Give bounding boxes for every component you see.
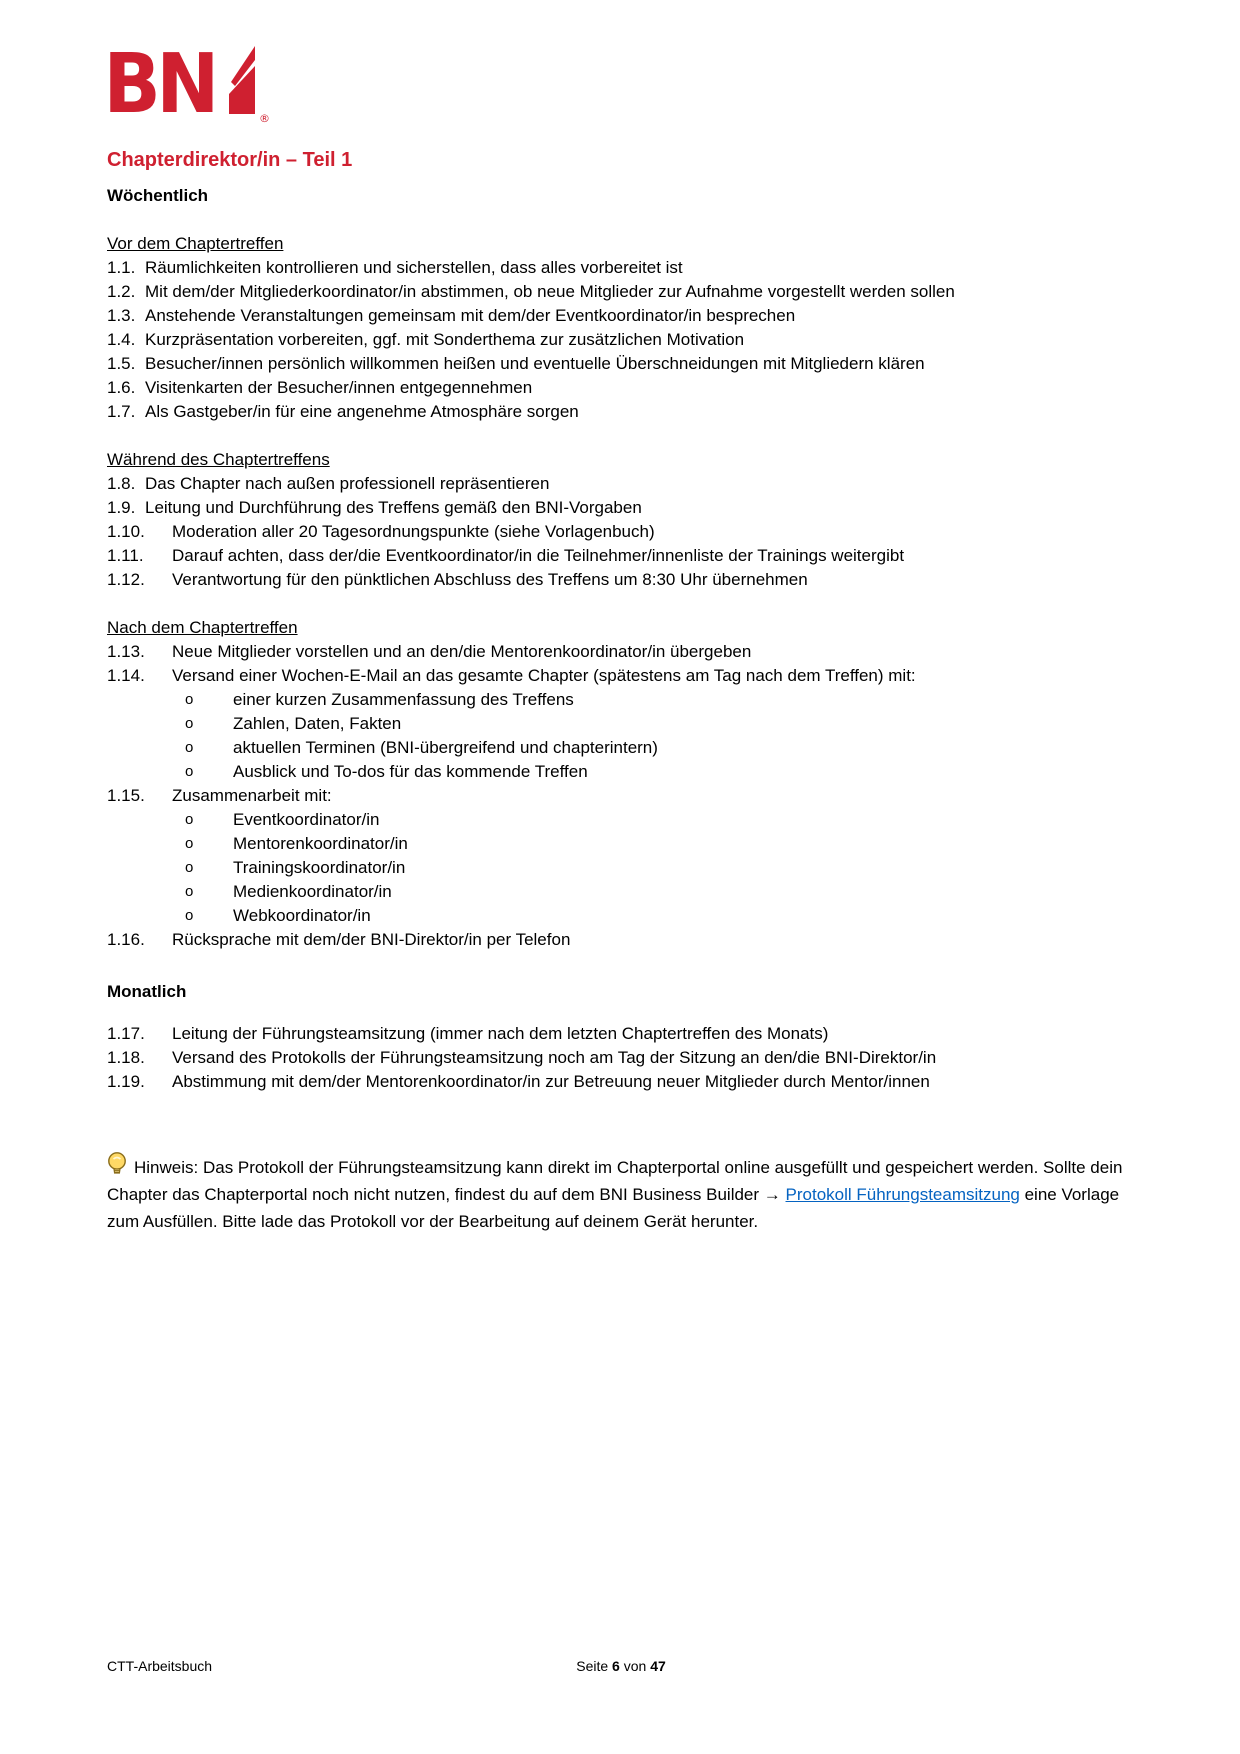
registered-trademark-icon: ® [259, 112, 270, 124]
sub-list-item [185, 904, 1135, 928]
list-item [107, 400, 1135, 424]
list-item [107, 472, 1135, 496]
group-title: Während des Chaptertreffens [107, 450, 330, 469]
item-number: 1.7. [107, 402, 136, 421]
bullet-marker: o [185, 859, 194, 876]
item-text: Anstehende Veranstaltungen gemeinsam mit dem/der Eventkoordinator/in besprechen [145, 306, 796, 325]
item-number: 1.4. [107, 330, 136, 349]
item-text: Darauf achten, dass der/die Eventkoordinator/in die Teilnehmer/innenliste der Trainings weitergibt [172, 546, 905, 565]
item-text: Neue Mitglieder vorstellen und an den/die Mentorenkoordinator/in übergeben [172, 642, 752, 661]
section-heading: Wöchentlich [107, 186, 209, 205]
document-title: Chapterdirektor/in – Teil 1 [107, 149, 353, 171]
list-item [107, 1022, 1135, 1046]
section [107, 184, 1135, 952]
item-text: Kurzpräsentation vorbereiten, ggf. mit Sonderthema zur zusätzlichen Motivation [145, 330, 745, 349]
item-group [107, 1022, 1135, 1094]
lightbulb-icon [107, 1151, 127, 1179]
bni-logo-text: BN [107, 44, 215, 124]
bullet-marker: o [185, 763, 194, 780]
sub-list-item [185, 736, 1135, 760]
item-number: 1.17. [107, 1024, 145, 1043]
item-group [107, 448, 1135, 592]
item-text: Verantwortung für den pünktlichen Abschluss des Treffens um 8:30 Uhr übernehmen [172, 570, 808, 589]
hint-link[interactable]: Protokoll Führungsteamsitzung [785, 1185, 1020, 1204]
item-number: 1.13. [107, 642, 145, 661]
bullet-marker: o [185, 907, 194, 924]
document-sections [107, 184, 1135, 1094]
item-number: 1.12. [107, 570, 145, 589]
hint-text-continued: eine Vorlage zum Ausfüllen. Bitte lade das Protokoll vor der Bearbeitung auf deinem Gerät herunter. [107, 1185, 1120, 1231]
item-text: Versand des Protokolls der Führungsteamsitzung noch am Tag der Sitzung an den/die BNI-Direktor/in [172, 1048, 937, 1067]
item-number: 1.9. [107, 498, 136, 517]
bullet-marker: o [185, 715, 194, 732]
arrow-icon: → [763, 1185, 781, 1204]
item-number: 1.15. [107, 786, 145, 805]
bni-logo-graphic [107, 44, 279, 124]
item-number: 1.11. [107, 546, 144, 565]
footer-page-number: 6 [612, 1658, 620, 1674]
item-text: Moderation aller 20 Tagesordnungspunkte (siehe Vorlagenbuch) [172, 522, 655, 541]
sub-item-text: einer kurzen Zusammenfassung des Treffens [233, 690, 574, 709]
item-number: 1.6. [107, 378, 136, 397]
bni-logo [107, 44, 1135, 124]
list-item [107, 256, 1135, 280]
sub-list-item [185, 688, 1135, 712]
sub-list-item [185, 856, 1135, 880]
list-item [107, 544, 1135, 568]
list-item [107, 280, 1135, 304]
list-item [107, 568, 1135, 592]
section-heading: Monatlich [107, 982, 187, 1001]
item-number: 1.2. [107, 282, 136, 301]
item-number: 1.16. [107, 930, 145, 949]
item-number: 1.1. [107, 258, 136, 277]
sub-list-item [185, 832, 1135, 856]
item-text: Räumlichkeiten kontrollieren und sicherstellen, dass alles vorbereitet ist [145, 258, 683, 277]
list-item [107, 352, 1135, 376]
item-text: Als Gastgeber/in für eine angenehme Atmosphäre sorgen [145, 402, 579, 421]
sub-item-text: Mentorenkoordinator/in [233, 834, 408, 853]
item-text: Rücksprache mit dem/der BNI-Direktor/in per Telefon [172, 930, 571, 949]
item-group [107, 232, 1135, 424]
hint-text: Hinweis: Das Protokoll der Führungsteamsitzung kann direkt im Chapterportal online ausgefüllt und gespeichert werden. Sollte dein Chapter das Chapterportal noch nicht nutzen, findest du auf dem BNI Business Builder [107, 1158, 1123, 1204]
list-item [107, 928, 1135, 952]
page-footer [107, 1657, 1135, 1675]
section [107, 980, 1135, 1094]
sub-item-text: Ausblick und To-dos für das kommende Treffen [233, 762, 588, 781]
sub-list-item [185, 808, 1135, 832]
sub-item-text: Webkoordinator/in [233, 906, 371, 925]
list-item [107, 496, 1135, 520]
sub-list-item [185, 760, 1135, 784]
bullet-marker: o [185, 811, 194, 828]
item-text: Das Chapter nach außen professionell repräsentieren [145, 474, 550, 493]
list-item [107, 328, 1135, 352]
list-item [107, 784, 1135, 808]
item-number: 1.5. [107, 354, 136, 373]
list-item [107, 520, 1135, 544]
sub-list-item [185, 880, 1135, 904]
item-text: Abstimmung mit dem/der Mentorenkoordinator/in zur Betreuung neuer Mitglieder durch Mentor/innen [172, 1072, 930, 1091]
bullet-marker: o [185, 739, 194, 756]
sub-item-text: Zahlen, Daten, Fakten [233, 714, 402, 733]
item-text: Leitung und Durchführung des Treffens gemäß den BNI-Vorgaben [145, 498, 642, 517]
footer-page-indicator [576, 1657, 666, 1675]
item-number: 1.19. [107, 1072, 145, 1091]
list-item [107, 376, 1135, 400]
item-text: Leitung der Führungsteamsitzung (immer nach dem letzten Chaptertreffen des Monats) [172, 1024, 829, 1043]
sub-item-text: Trainingskoordinator/in [233, 858, 406, 877]
bullet-marker: o [185, 835, 194, 852]
item-text: Zusammenarbeit mit: [172, 786, 332, 805]
item-number: 1.14. [107, 666, 145, 685]
item-text: Mit dem/der Mitgliederkoordinator/in abstimmen, ob neue Mitglieder zur Aufnahme vorgestellt werden sollen [145, 282, 955, 301]
list-item [107, 1070, 1135, 1094]
group-title: Vor dem Chaptertreffen [107, 234, 284, 253]
item-number: 1.10. [107, 522, 145, 541]
sub-item-text: aktuellen Terminen (BNI-übergreifend und chapterintern) [233, 738, 658, 757]
group-title: Nach dem Chaptertreffen [107, 618, 298, 637]
hint-note [107, 1151, 1135, 1235]
sub-item-text: Eventkoordinator/in [233, 810, 380, 829]
item-number: 1.18. [107, 1048, 145, 1067]
list-item [107, 1046, 1135, 1070]
sub-item-text: Medienkoordinator/in [233, 882, 392, 901]
list-item [107, 304, 1135, 328]
sub-list-item [185, 712, 1135, 736]
list-item [107, 664, 1135, 688]
bullet-marker: o [185, 883, 194, 900]
item-number: 1.3. [107, 306, 136, 325]
footer-page-label: Seite [576, 1658, 609, 1674]
item-group [107, 616, 1135, 952]
page-content [107, 0, 1135, 1235]
footer-page-total: 47 [650, 1658, 666, 1674]
list-item [107, 640, 1135, 664]
item-text: Visitenkarten der Besucher/innen entgegennehmen [145, 378, 533, 397]
item-number: 1.8. [107, 474, 136, 493]
footer-page-of-label: von [623, 1658, 647, 1674]
item-text: Besucher/innen persönlich willkommen heißen und eventuelle Überschneidungen mit Mitgliedern klären [145, 354, 925, 373]
footer-document-name: CTT-Arbeitsbuch [107, 1658, 213, 1674]
item-text: Versand einer Wochen-E-Mail an das gesamte Chapter (spätestens am Tag nach dem Treffen) mit: [172, 666, 916, 685]
bullet-marker: o [185, 691, 194, 708]
